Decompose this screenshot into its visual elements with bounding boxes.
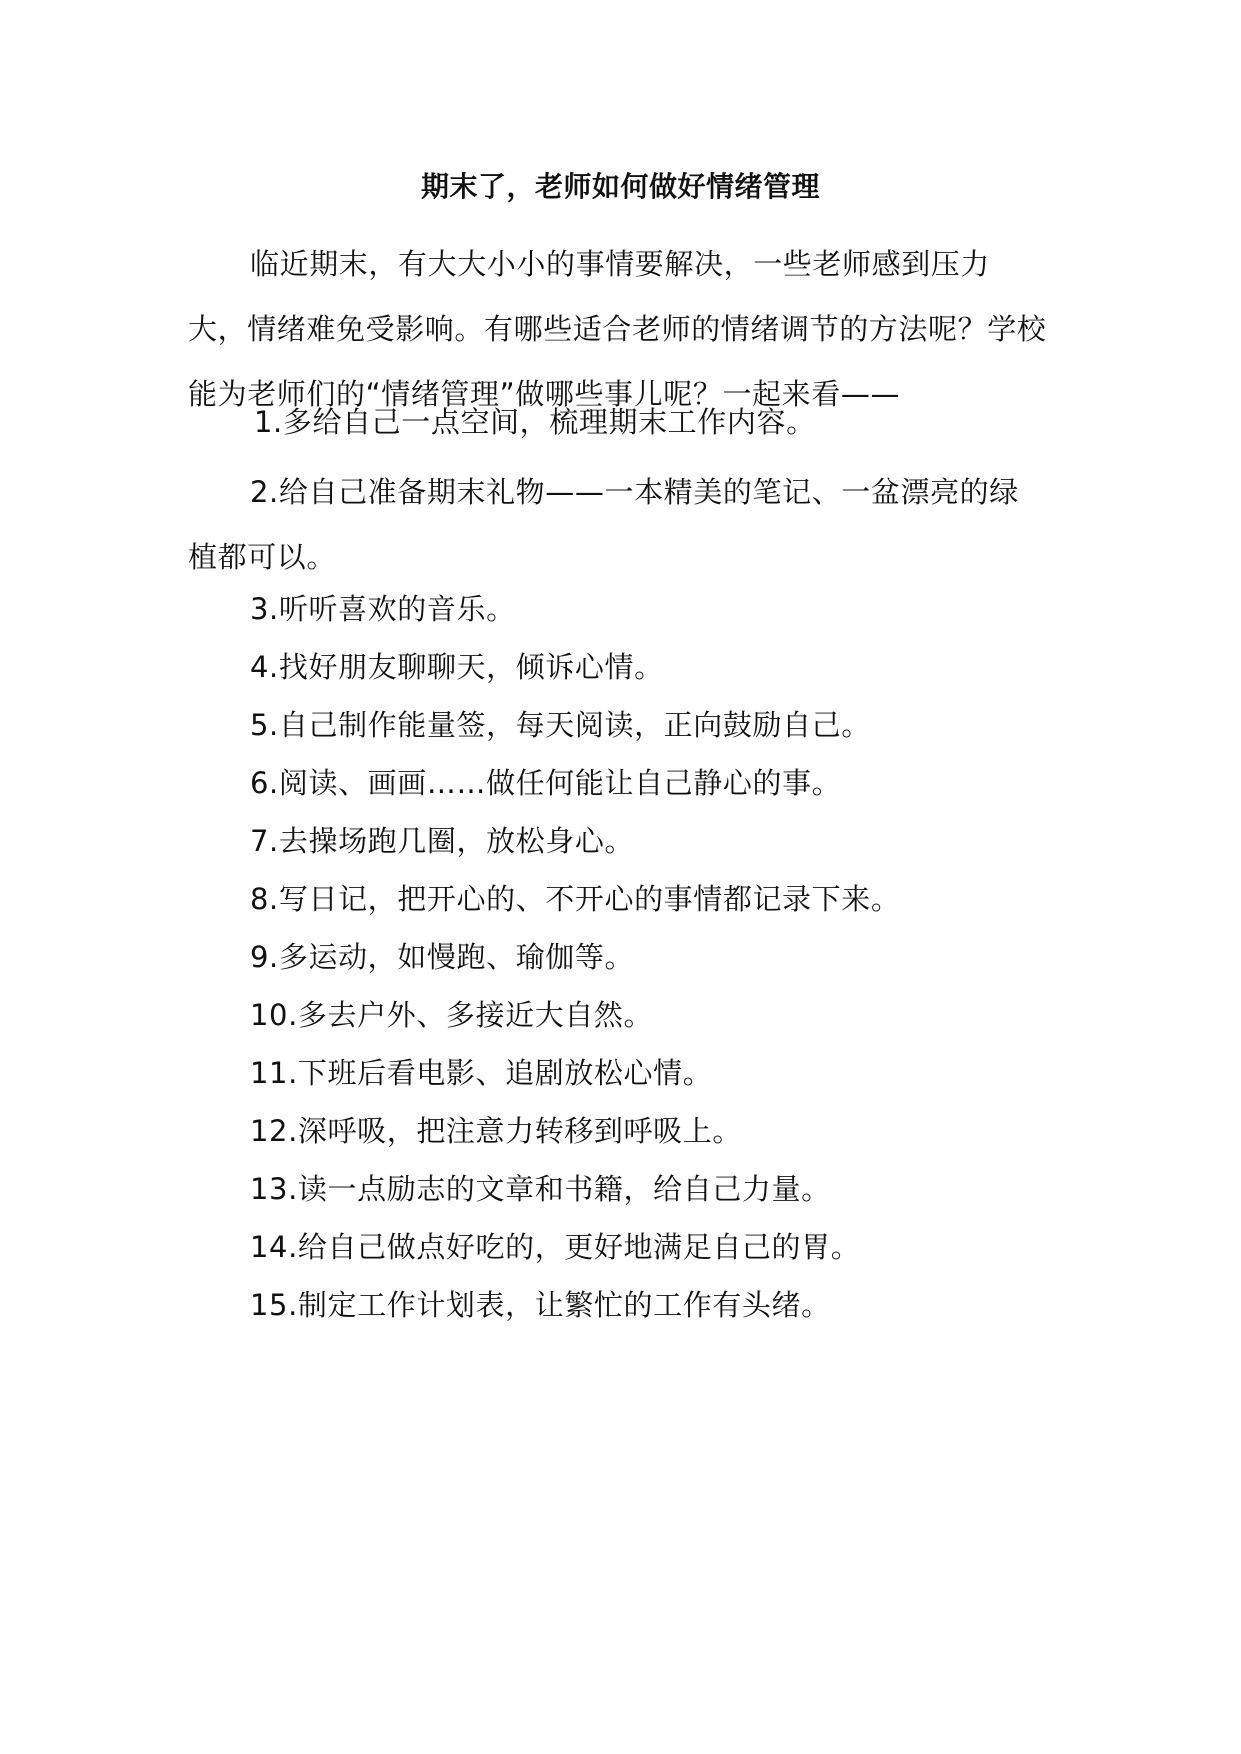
list-item: 5.自己制作能量签，每天阅读，正向鼓励自己。 xyxy=(250,708,871,742)
list-item: 14.给自己做点好吃的，更好地满足自己的胃。 xyxy=(250,1230,861,1264)
list-item: 9.多运动，如慢跑、瑜伽等。 xyxy=(250,940,635,974)
list-item: 11.下班后看电影、追剧放松心情。 xyxy=(250,1056,713,1090)
intro-paragraph: 临近期末，有大大小小的事情要解决，一些老师感到压力大，情绪难免受影响。有哪些适合老师的情绪调节的方法呢？学校能为老师们的“情绪管理”做哪些事儿呢？一起来看—— xyxy=(188,247,1047,411)
list-item: 4.找好朋友聊聊天，倾诉心情。 xyxy=(250,650,664,684)
list-item: 13.读一点励志的文章和书籍，给自己力量。 xyxy=(250,1172,831,1206)
list-item: 3.听听喜欢的音乐。 xyxy=(250,592,516,626)
list-item: 7.去操场跑几圈，放松身心。 xyxy=(250,824,635,858)
list-item: 15.制定工作计划表，让繁忙的工作有头绪。 xyxy=(250,1288,831,1322)
list-item: 2.给自己准备期末礼物——一本精美的笔记、一盆漂亮的绿植都可以。 xyxy=(188,475,1019,574)
list-item: 8.写日记，把开心的、不开心的事情都记录下来。 xyxy=(250,882,901,916)
list-item: 10.多去户外、多接近大自然。 xyxy=(250,998,654,1032)
list-item: 12.深呼吸，把注意力转移到呼吸上。 xyxy=(250,1114,742,1148)
list-item: 6.阅读、画画……做任何能让自己静心的事。 xyxy=(250,766,842,800)
list-item: 1.多给自己一点空间，梳理期末工作内容。 xyxy=(254,405,816,439)
document-title: 期末了，老师如何做好情绪管理 xyxy=(420,170,820,203)
